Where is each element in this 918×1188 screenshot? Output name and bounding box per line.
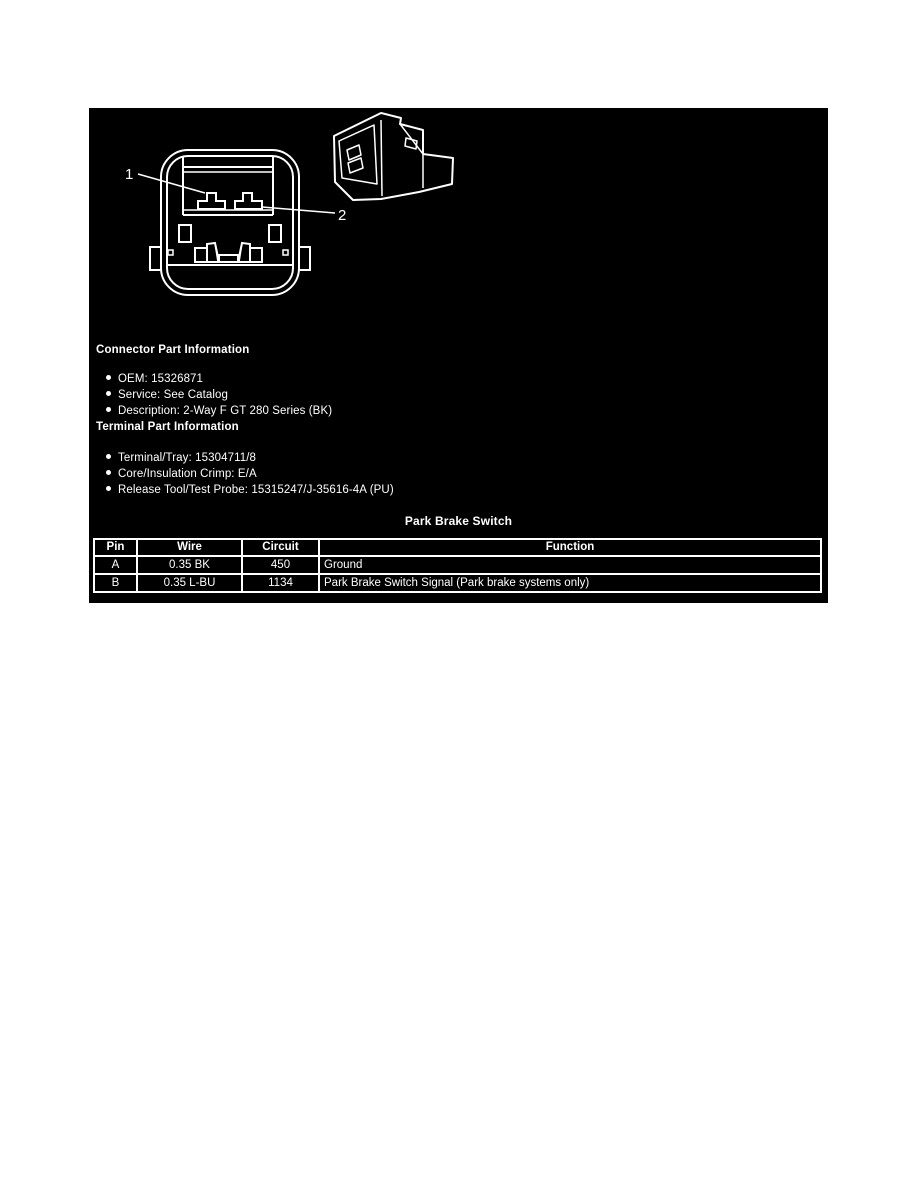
connector-front-view-diagram xyxy=(150,150,310,295)
col-header-wire: Wire xyxy=(137,539,242,556)
cell-circuit: 1134 xyxy=(242,574,319,592)
col-header-function: Function xyxy=(319,539,821,556)
cell-wire: 0.35 BK xyxy=(137,556,242,574)
callout-2-label: 2 xyxy=(338,207,347,224)
callout-1-label: 1 xyxy=(125,166,134,183)
cell-function: Park Brake Switch Signal (Park brake systems only) xyxy=(319,574,821,592)
pin-table-title: Park Brake Switch xyxy=(404,514,513,528)
connector-part-info-heading: Connector Part Information xyxy=(96,344,250,356)
list-item-terminal-tray: Terminal/Tray: 15304711/8 xyxy=(106,450,394,466)
table-row xyxy=(94,574,821,592)
cell-wire: 0.35 L-BU xyxy=(137,574,242,592)
terminal-2-shape xyxy=(235,193,262,209)
cell-circuit: 450 xyxy=(242,556,319,574)
col-header-pin: Pin xyxy=(94,539,137,556)
connector-part-info-list xyxy=(106,371,332,419)
col-header-circuit: Circuit xyxy=(242,539,319,556)
list-item-oem: OEM: 15326871 xyxy=(106,371,332,387)
terminal-part-info-list xyxy=(106,450,394,498)
cell-pin: A xyxy=(94,556,137,574)
table-row xyxy=(94,556,821,574)
terminal-1-shape xyxy=(198,193,225,209)
connector-diagram xyxy=(89,108,828,340)
cell-function: Ground xyxy=(319,556,821,574)
connector-info-panel xyxy=(89,108,828,603)
list-item-release-tool: Release Tool/Test Probe: 15315247/J-35616-4A (PU) xyxy=(106,482,394,498)
list-item-crimp: Core/Insulation Crimp: E/A xyxy=(106,466,394,482)
terminal-part-info-heading: Terminal Part Information xyxy=(96,421,239,433)
list-item-service: Service: See Catalog xyxy=(106,387,332,403)
cell-pin: B xyxy=(94,574,137,592)
table-header-row xyxy=(94,539,821,556)
connector-perspective-view-diagram xyxy=(334,113,453,200)
pin-table xyxy=(93,538,822,593)
list-item-description: Description: 2-Way F GT 280 Series (BK) xyxy=(106,403,332,419)
